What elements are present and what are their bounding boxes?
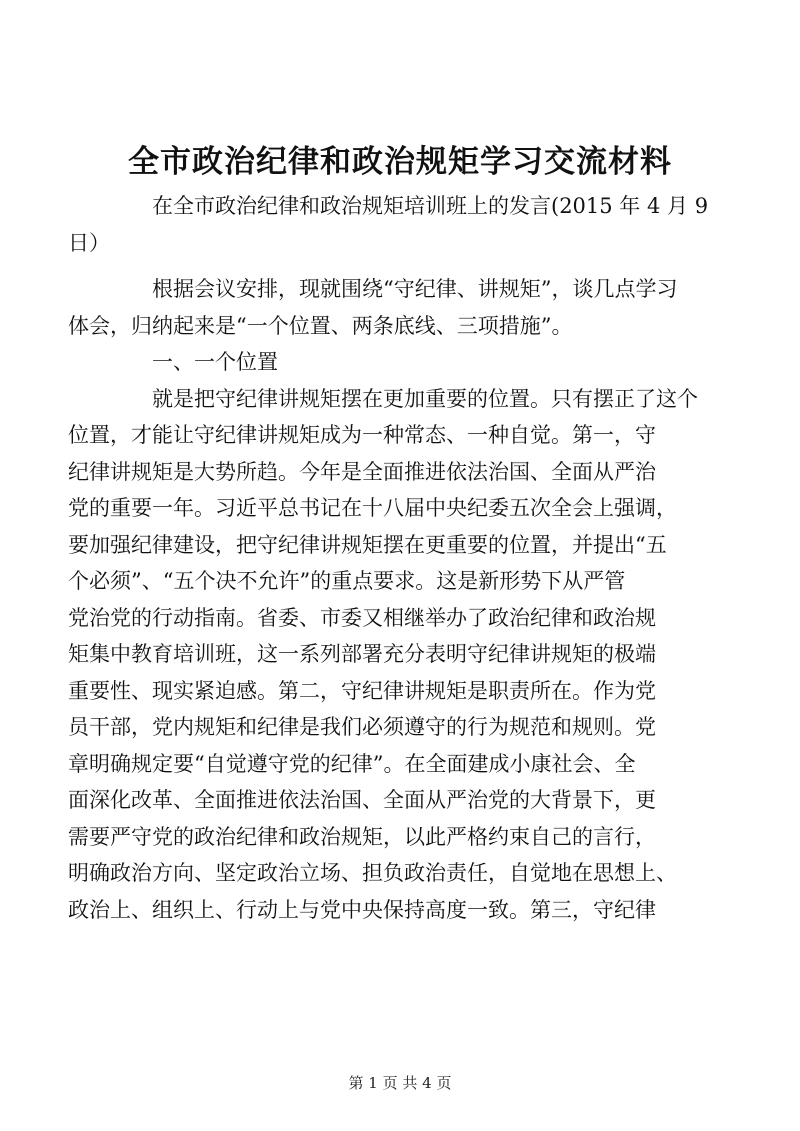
text-line: 矩集中教育培训班，这一系列部署充分表明守纪律讲规矩的极端	[68, 642, 656, 666]
section-heading	[110, 344, 708, 381]
text-line: 面深化改革、全面推进依法治国、全面从严治党的大背景下，更	[68, 788, 656, 812]
paragraph-introduction	[68, 271, 708, 344]
text-line: 日）	[68, 230, 110, 255]
text-line: 党的重要一年。习近平总书记在十八届中央纪委五次全会上强调，	[68, 496, 677, 520]
text-line: 需要严守党的政治纪律和政治规矩，以此严格约束自己的言行，	[68, 824, 656, 849]
text-line: 党治党的行动指南。省委、市委又相继举办了政治纪律和政治规	[68, 605, 656, 630]
document-body	[68, 188, 709, 928]
text-line: 在全市政治纪律和政治规矩培训班上的发言(2015 年 4 月 9	[152, 194, 709, 218]
text-line: 位置，才能让守纪律讲规矩成为一种常态、一种自觉。第一，守	[68, 423, 656, 447]
text-line: 就是把守纪律讲规矩摆在更加重要的位置。只有摆正了这个	[152, 386, 698, 411]
text-line: 重要性、现实紧迫感。第二，守纪律讲规矩是职责所在。作为党	[68, 678, 656, 703]
paragraph-speech-occasion	[68, 188, 709, 261]
text-line: 一、一个位置	[152, 350, 278, 374]
page-number-footer: 第 1 页 共 4 页	[348, 1074, 452, 1092]
text-line: 明确政治方向、坚定政治立场、担负政治责任，自觉地在思想上、	[68, 861, 677, 885]
text-line: 个必须”、“五个决不允许”的重点要求。这是新形势下从严管	[68, 569, 626, 593]
text-line: 员干部，党内规矩和纪律是我们必须遵守的行为规范和规则。党	[68, 715, 656, 739]
text-line: 根据会议安排，现就围绕“守纪律、讲规矩”，谈几点学习	[152, 277, 678, 301]
paragraph-main-body	[68, 381, 708, 929]
text-line: 体会，归纳起来是“一个位置、两条底线、三项措施”。	[68, 313, 573, 338]
text-line: 纪律讲规矩是大势所趋。今年是全面推进依法治国、全面从严治	[68, 459, 656, 484]
document-title: 全市政治纪律和政治规矩学习交流材料	[128, 144, 672, 180]
text-line: 要加强纪律建设，把守纪律讲规矩摆在更重要的位置，并提出“五	[68, 532, 667, 557]
text-line: 政治上、组织上、行动上与党中央保持高度一致。第三，守纪律	[68, 897, 656, 922]
text-line: 章明确规定要“自觉遵守党的纪律”。在全面建成小康社会、全	[68, 751, 636, 776]
